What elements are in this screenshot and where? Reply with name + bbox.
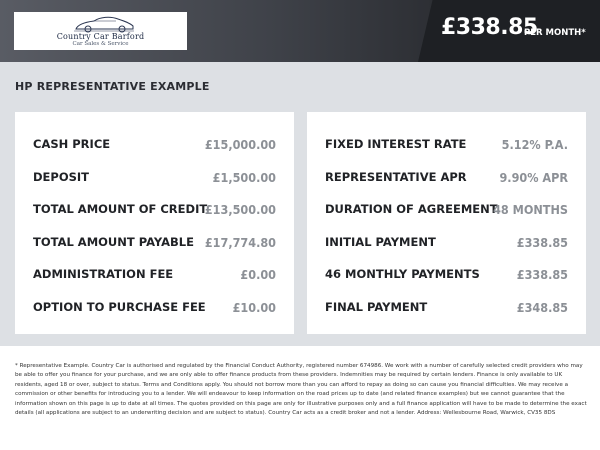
logo-tagline: Car Sales & Service [72, 41, 129, 47]
logo-dealer-name: Country Car Barford [56, 32, 145, 41]
monthly-price-label: PER MONTH* [524, 28, 586, 38]
row-value: 5.12% P.A. [501, 137, 568, 152]
row-label: INITIAL PAYMENT [325, 235, 436, 249]
row-label: FIXED INTEREST RATE [325, 137, 467, 151]
monthly-price-amount: £338.85 [441, 15, 538, 40]
car-logo-icon [72, 14, 136, 34]
row-label: DEPOSIT [33, 170, 90, 184]
dealer-logo[interactable] [14, 12, 187, 50]
row-value: £10.00 [232, 300, 276, 315]
row-value: £338.85 [516, 267, 568, 282]
finance-card-right [307, 112, 586, 334]
row-value: £338.85 [516, 235, 568, 250]
finance-row-monthly-payments [307, 267, 586, 287]
finance-row-apr [307, 170, 586, 190]
finance-row-final-payment [307, 300, 586, 320]
row-value: £1,500.00 [212, 170, 276, 185]
finance-row-admin-fee [15, 267, 294, 287]
finance-row-total-credit [15, 202, 294, 222]
finance-disclaimer: * Representative Example. Country Car is authorised and regulated by the Financial Conduct Authority, registered number 674986. We work with a number of carefully selected credit providers who may be able to offer you finance for your purchase, and we are only able to offer finance products from these providers. Indemnities may be required by certain lenders. Finance is only available to UK residents, aged 18 or over, subject to status. Terms and Conditions apply. You should not borrow more than you can afford to repay as doing so can cause you financial difficulties. We may receive a commission or other benefits for introducing you to a lender. We will endeavour to keep information on the road prices up to date (and related finance examples) but we cannot guarantee that the information shown on this page is up to date at all times. The quotes provided on this page are only for illustrative purposes only and a full finance application will have to be made to determine the exact details (all applications are subject to an underwriting decision and are subject to status). Country Car acts as a credit broker and not a lender. Address: Wellesbourne Road, Warwick, CV35 8DS [15, 363, 587, 417]
finance-card-left [15, 112, 294, 334]
row-label: 46 MONTHLY PAYMENTS [325, 267, 480, 281]
row-label: ADMINISTRATION FEE [33, 267, 174, 281]
row-label: TOTAL AMOUNT PAYABLE [33, 235, 194, 249]
row-value: 9.90% APR [499, 170, 568, 185]
section-title: HP REPRESENTATIVE EXAMPLE [15, 80, 210, 93]
row-label: CASH PRICE [33, 137, 111, 151]
row-label: REPRESENTATIVE APR [325, 170, 467, 184]
finance-row-option-fee [15, 300, 294, 320]
row-value: £0.00 [240, 267, 276, 282]
row-label: TOTAL AMOUNT OF CREDIT [33, 202, 208, 216]
row-value: £13,500.00 [204, 202, 276, 217]
row-label: OPTION TO PURCHASE FEE [33, 300, 206, 314]
finance-row-interest-rate [307, 137, 586, 157]
row-label: FINAL PAYMENT [325, 300, 428, 314]
finance-row-deposit [15, 170, 294, 190]
finance-row-cash-price [15, 137, 294, 157]
finance-row-duration [307, 202, 586, 222]
row-label: DURATION OF AGREEMENT [325, 202, 498, 216]
finance-row-total-payable [15, 235, 294, 255]
row-value: £15,000.00 [204, 137, 276, 152]
row-value: £348.85 [516, 300, 568, 315]
finance-row-initial-payment [307, 235, 586, 255]
row-value: £17,774.80 [204, 235, 276, 250]
row-value: 48 MONTHS [493, 202, 568, 217]
